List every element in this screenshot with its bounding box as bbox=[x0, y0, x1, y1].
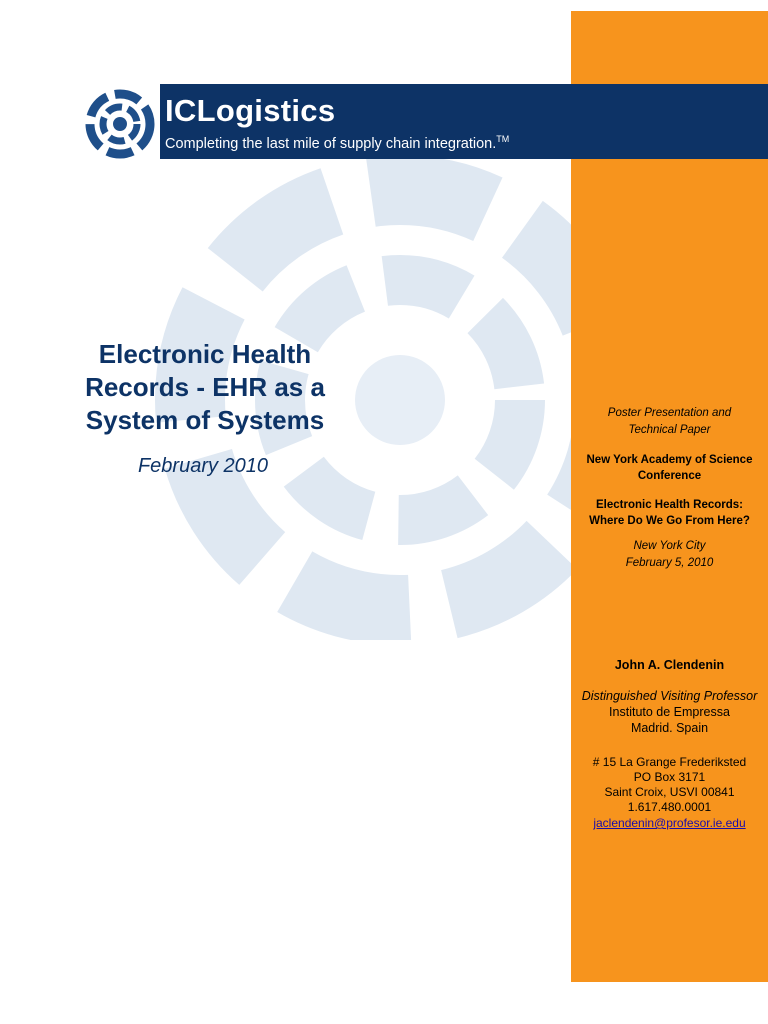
email-link[interactable]: jaclendenin@profesor.ie.edu bbox=[593, 816, 746, 830]
brand-name: ICLogistics bbox=[165, 93, 336, 128]
event-location: New York City February 5, 2010 bbox=[625, 540, 714, 569]
document-date: February 2010 bbox=[137, 455, 269, 477]
trademark-mark: TM bbox=[496, 134, 510, 144]
author-role: Distinguished Visiting Professor bbox=[581, 689, 758, 703]
mailing-address: # 15 La Grange Frederiksted PO Box 3171 Saint Croix, USVI 00841 1.617.480.0001 bbox=[592, 755, 747, 814]
email-link-wrapper bbox=[571, 815, 768, 831]
tagline: Completing the last mile of supply chain integration.™ bbox=[165, 134, 510, 152]
document-title: Electronic Health Records - EHR as a System of Systems bbox=[85, 339, 325, 435]
company-logo-icon bbox=[80, 84, 160, 164]
session-title: Electronic Health Records: Where Do We Go From Here? bbox=[589, 499, 750, 527]
author-institution: Instituto de Empressa bbox=[609, 705, 730, 719]
presentation-type: Poster Presentation and Technical Paper bbox=[607, 407, 732, 436]
author-name: John A. Clendenin bbox=[614, 658, 725, 672]
author-city: Madrid. Spain bbox=[630, 721, 709, 735]
conference-name: New York Academy of Science Conference bbox=[586, 454, 753, 482]
